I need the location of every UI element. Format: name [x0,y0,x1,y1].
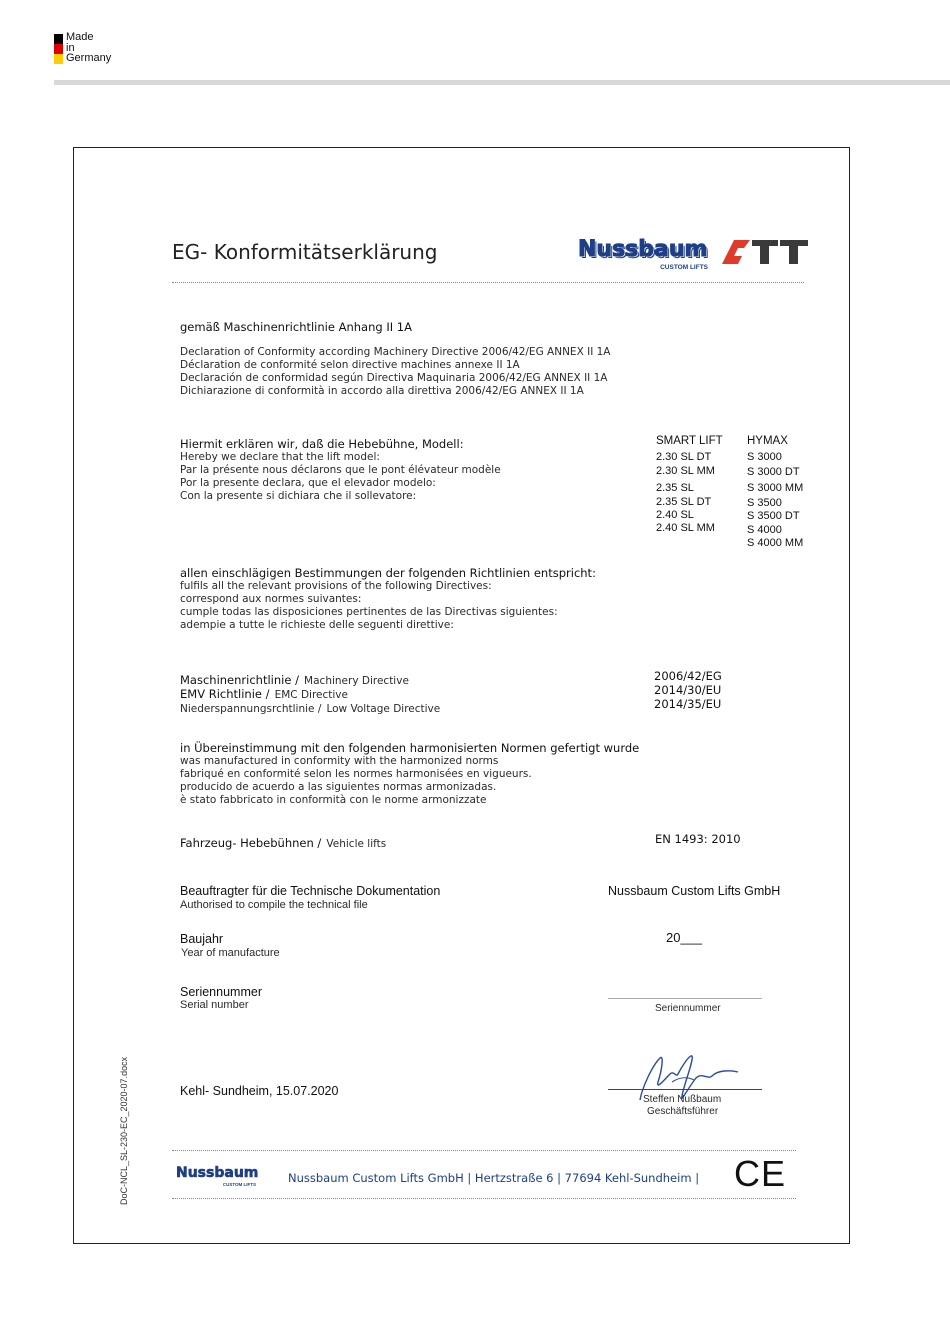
smart-lift-header: SMART LIFT [656,435,723,447]
directive-en: Machinery Directive [304,675,409,687]
directive-en: Low Voltage Directive [326,703,441,715]
model-item: 2.35 SL DT [656,496,712,508]
directive-de: Maschinenrichtlinie / [180,673,299,687]
ce-mark-icon [734,1153,787,1194]
authorised-de: Beauftragter für die Technische Dokumentation [180,884,441,898]
translation-line: Déclaration de conformité selon directive machines annexe II 1A [180,359,520,371]
vehicle-lifts-row [180,832,386,851]
germany-flag-icon [54,34,63,64]
translation-line: Declaración de conformidad según Directiva Maquinaria 2006/42/EG ANNEX II 1A [180,372,608,384]
badge-line: Germany [66,52,112,64]
model-item: S 4000 [747,523,782,536]
badge-line: in [66,41,75,54]
place-date: Kehl- Sundheim, 15.07.2020 [180,1084,339,1098]
model-item: S 3500 [747,496,782,509]
ce-mark-text: CE [734,1153,787,1194]
declare-translations [180,451,501,503]
model-item: 2.30 SL MM [656,465,715,477]
model-item: 2.40 SL MM [656,522,715,534]
att-logo-icon [722,240,808,264]
directive-row [180,683,740,701]
directive-row [180,669,740,687]
directive-de: Niederspannungsrchtlinie / [180,703,322,715]
basis-de: gemäß Maschinenrichtlinie Anhang II 1A [180,320,412,334]
serial-number-line [608,998,762,999]
translation-line: cumple todas las disposiciones pertinentes de las Directivas siguientes: [180,606,558,618]
signatory-role: Geschäftsführer [647,1106,719,1117]
model-item: 2.35 SL [656,481,694,494]
norms-translations [180,755,532,807]
directives-list [180,669,740,715]
vehicle-standard: EN 1493: 2010 [655,832,741,846]
directive-en: EMC Directive [274,689,348,701]
directive-code: 2014/35/EU [654,697,722,711]
document-id: DoC-NCL_SL-230-EC_2020-07.docx [119,1056,129,1205]
basis-translations [180,346,611,398]
footer-address: Nussbaum Custom Lifts GmbH | Hertzstraße 6 | 77694 Kehl-Sundheim | [288,1171,700,1185]
smart-lift-column [656,434,723,536]
provisions-translations [180,580,558,632]
translation-line: fulfils all the relevant provisions of the following Directives: [180,580,492,592]
translation-line: è stato fabbricato in conformità con le norme armonizzate [180,794,487,806]
nussbaum-logo-sub: CUSTOM LIFTS [660,264,708,271]
footer-logo-text: Nussbaum [176,1165,259,1181]
model-item: S 3000 MM [747,482,804,494]
badge-line: Made [66,31,94,43]
year-en: Year of manufacture [181,947,280,959]
footer-divider-top [172,1150,796,1151]
directive-code: 2014/30/EU [654,683,722,697]
serial-en: Serial number [180,999,249,1011]
document-title: EG- Konformitätserklärung [172,240,438,264]
model-item: 2.40 SL [656,509,694,521]
year-de: Baujahr [180,932,224,946]
hymax-column [747,434,803,551]
norms-de: in Übereinstimmung mit den folgenden harmonisierten Normen gefertigt wurde [180,741,640,755]
translation-line: correspond aux normes suivantes: [180,593,362,605]
authorised-en: Authorised to compile the technical file [180,899,368,911]
nussbaum-logo-text: Nussbaum [578,237,708,262]
nussbaum-logo [578,238,710,274]
signature-line [608,1089,762,1090]
translation-line: Con la presente si dichiara che il sollevatore: [180,490,417,502]
translation-line: was manufactured in conformity with the harmonized norms [180,755,499,767]
footer-logo-sub: CUSTOM LIFTS [222,1182,256,1187]
hymax-header: HYMAX [747,435,788,447]
translation-line: Por la presente declara, que el elevador modelo: [180,477,436,489]
directive-row [180,697,740,715]
translation-line: fabriqué en conformité selon les normes harmonisées en vigueurs. [180,768,532,780]
model-item: S 3000 [747,450,782,463]
header-divider [172,282,804,283]
vehicle-en: Vehicle lifts [326,838,387,850]
translation-line: producido de acuerdo a las siguientes normas armonizadas. [180,781,497,793]
made-in-germany-badge [66,32,111,64]
translation-line: Declaration of Conformity according Machinery Directive 2006/42/EG ANNEX II 1A [180,346,611,358]
model-item: 2.30 SL DT [656,450,712,463]
top-divider [54,80,950,85]
footer-nussbaum-logo [176,1165,258,1191]
provisions-de: allen einschlägigen Bestimmungen der folgenden Richtlinien entspricht: [180,566,596,580]
serial-field-label: Seriennummer [655,1003,721,1014]
year-value: 20___ [666,930,703,945]
model-item: S 3000 DT [747,466,800,478]
authorised-company: Nussbaum Custom Lifts GmbH [608,884,781,898]
model-item: S 4000 MM [747,537,804,549]
declare-de: Hiermit erklären wir, daß die Hebebühne, Modell: [180,437,464,451]
directive-de: EMV Richtlinie / [180,687,270,701]
signatory-name: Steffen Nußbaum [643,1094,722,1105]
footer-divider-bottom [172,1198,796,1199]
serial-de: Seriennummer [180,985,262,999]
translation-line: Dichiarazione di conformità in accordo alla direttiva 2006/42/EG ANNEX II 1A [180,385,584,397]
translation-line: Hereby we declare that the lift model: [180,451,380,463]
model-item: S 3500 DT [747,510,800,522]
directive-code: 2006/42/EG [654,669,722,683]
vehicle-de: Fahrzeug- Hebebühnen / [180,836,322,850]
translation-line: adempie a tutte le richieste delle seguenti direttive: [180,619,454,631]
translation-line: Par la présente nous déclarons que le pont élévateur modèle [180,464,501,476]
att-logo [722,240,808,264]
